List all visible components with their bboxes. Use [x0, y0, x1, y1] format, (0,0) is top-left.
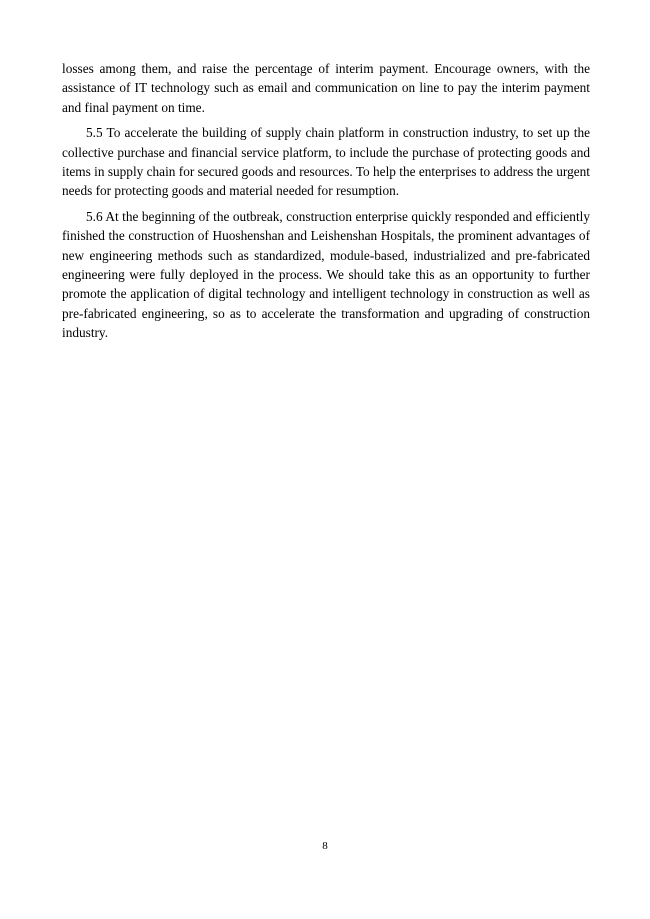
paragraph-section-5-5: 5.5 To accelerate the building of supply chain platform in construction industry, to set up the collective purchase and financial service platform, to include the purchase of protecting goods and items in supply chain for secured goods and resources. To help the enterprises to address the urgent needs for protecting goods and material needed for resumption. — [62, 125, 590, 199]
paragraph-continuation: losses among them, and raise the percentage of interim payment. Encourage owners, with the assistance of IT technology such as email and communication on line to pay the interim payment and final payment on time. — [62, 61, 590, 115]
paragraph-section-5-6: 5.6 At the beginning of the outbreak, construction enterprise quickly responded and efficiently finished the construction of Huoshenshan and Leishenshan Hospitals, the prominent advantages of new engineering methods such as standardized, module-based, industrialized and pre-fabricated engineering were fully deployed in the process. We should take this as an opportunity to further promote the application of digital technology and intelligent technology in construction as well as pre-fabricated engineering, so as to accelerate the transformation and upgrading of construction industry. — [62, 208, 590, 341]
page-footer — [0, 836, 650, 854]
page-number: 8 — [322, 840, 328, 852]
page-body — [62, 59, 590, 349]
